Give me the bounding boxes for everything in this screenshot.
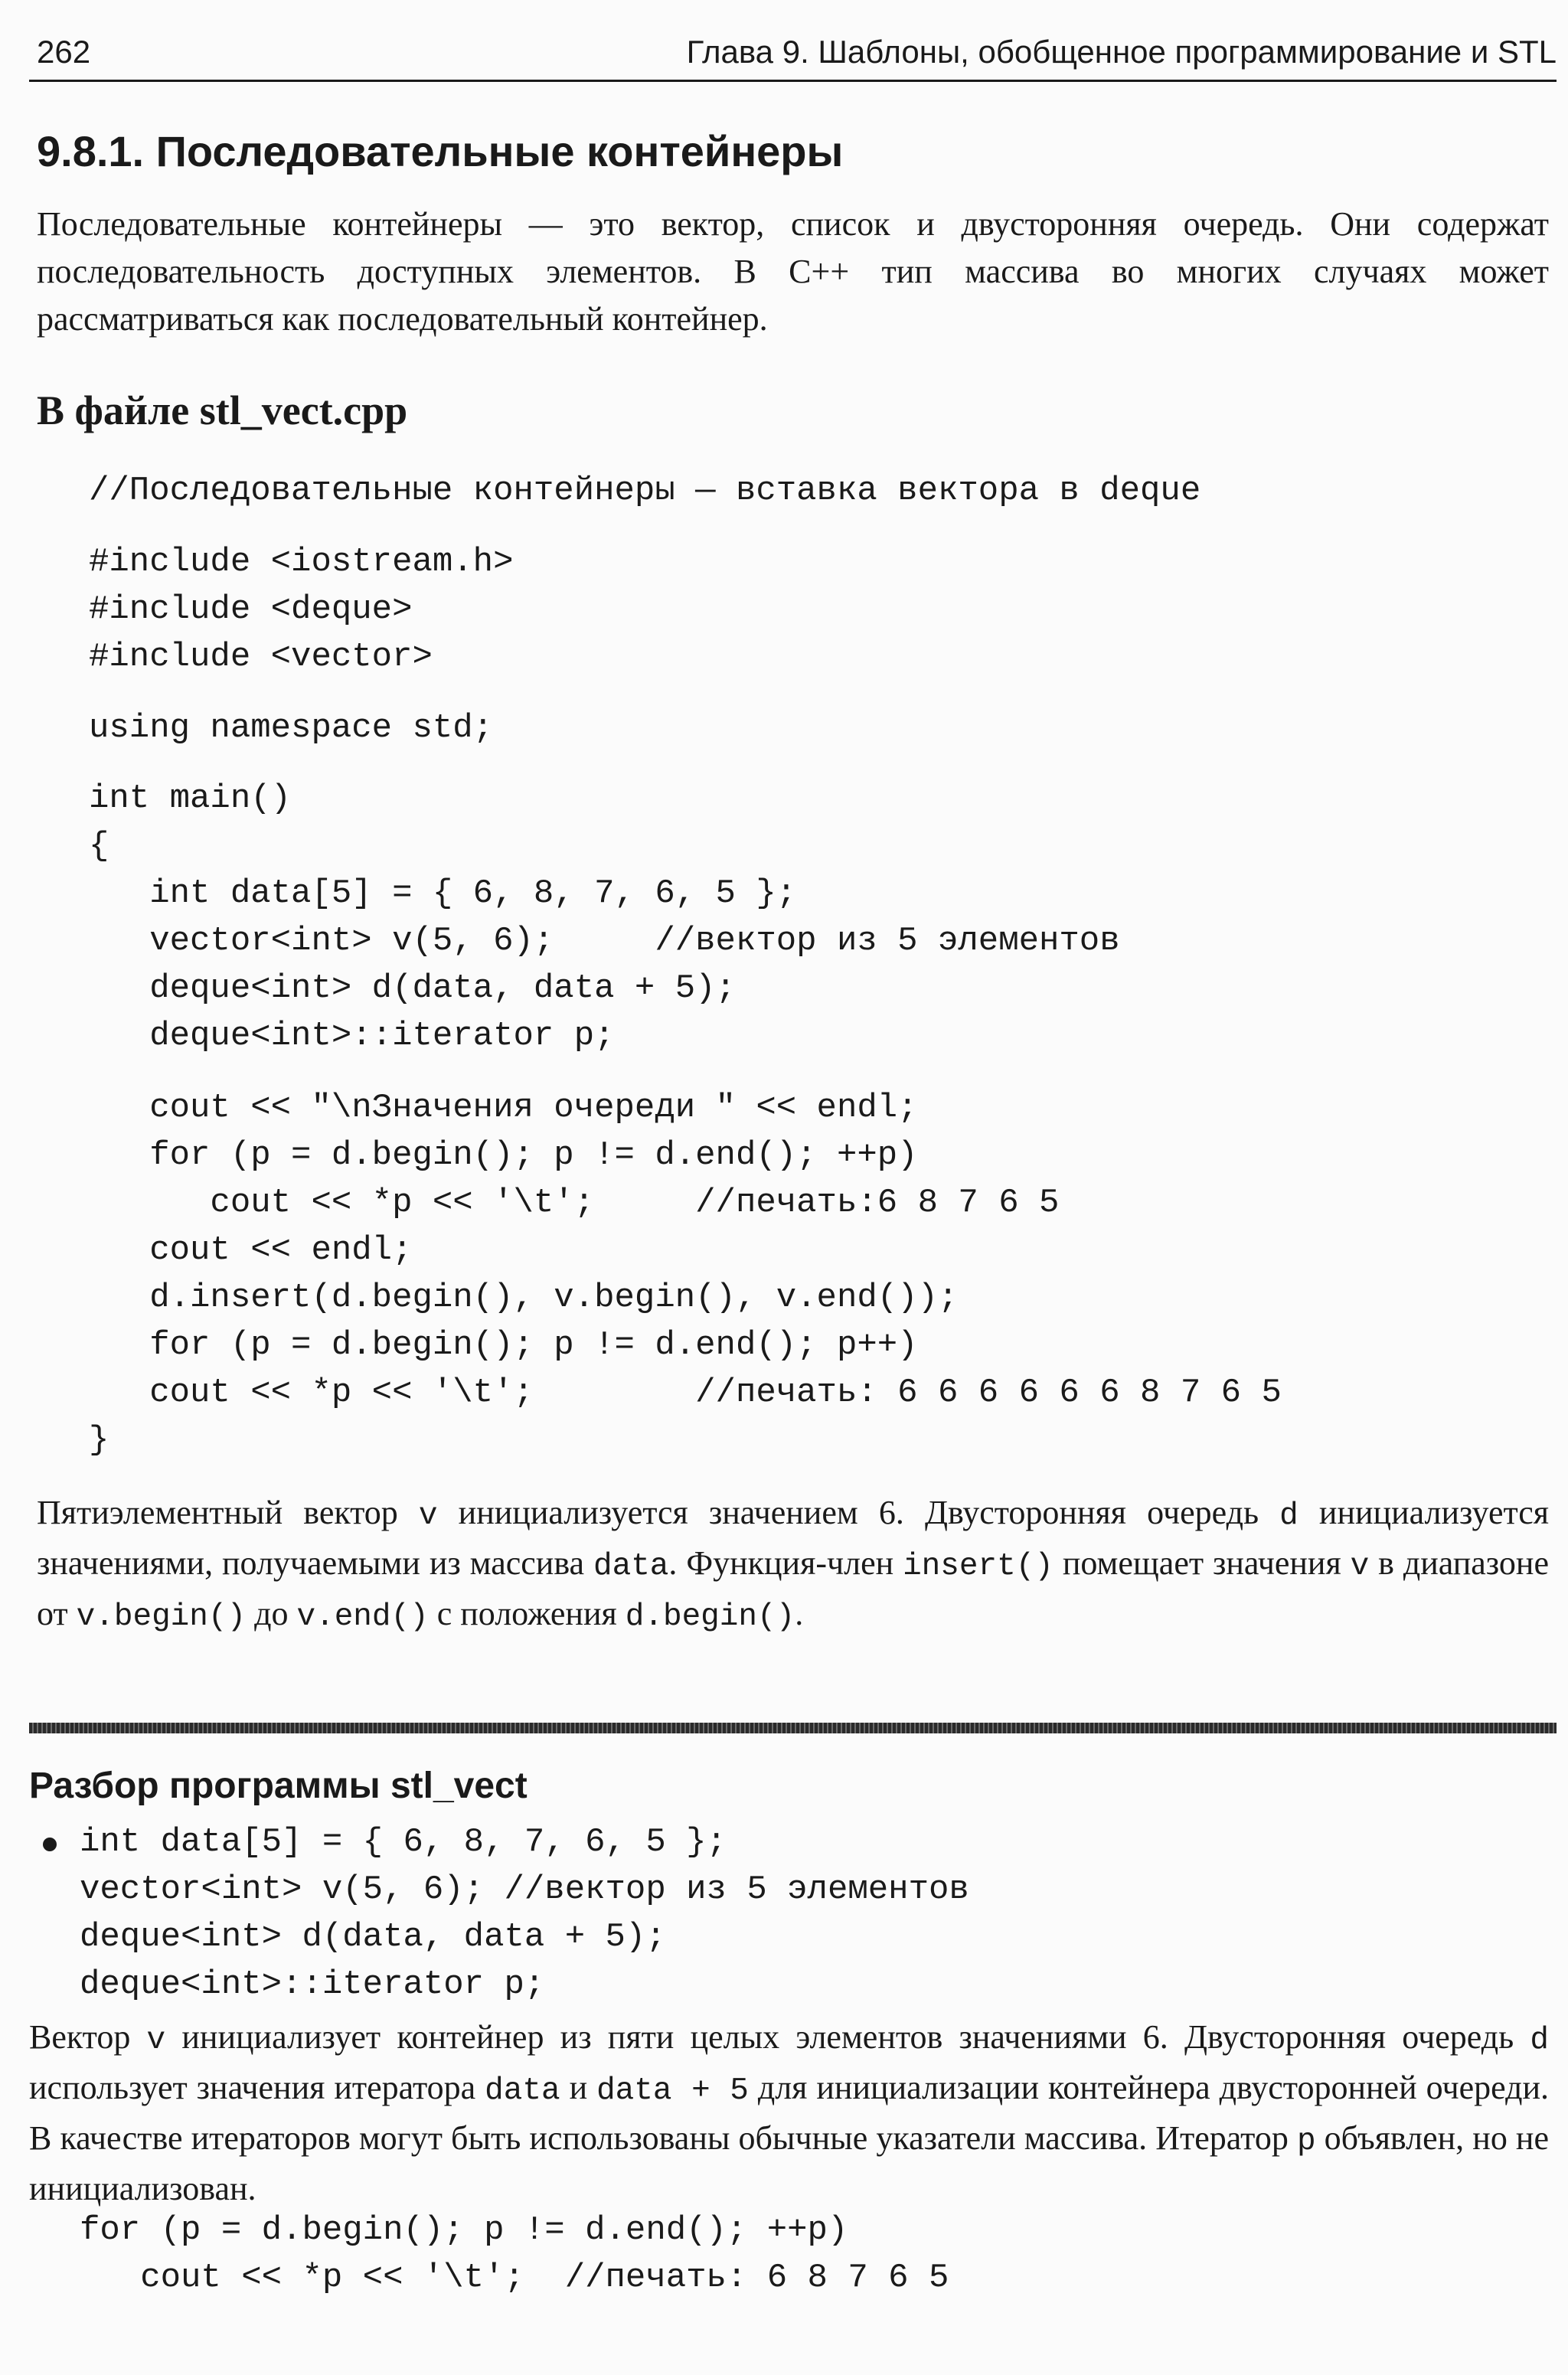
explain-text-7: до <box>246 1595 297 1632</box>
listing-declarations: int data[5] = { 6, 8, 7, 6, 5 }; vector<int> v(5, 6); //вектор из 5 элементов deque<int> d(data, data + 5); deque<int>::iterator p; <box>149 874 1120 1055</box>
explanation-paragraph <box>37 1489 1549 1641</box>
explain-code-d: d <box>1279 1498 1298 1534</box>
explain-text-5: помещает значения <box>1053 1544 1351 1582</box>
analysis-paragraph <box>29 2014 1549 2213</box>
explain-code-insert: insert() <box>903 1549 1054 1584</box>
listing-includes: #include <iostream.h> #include <deque> #include <vector> <box>89 543 514 676</box>
intro-paragraph: Последовательные контейнеры — это вектор, список и двусторонняя очередь. Они содержат последовательность доступных элементов. В C++ тип массива во многих случаях может рассматриваться как последовательный контейнер. <box>37 205 1549 338</box>
section-title: 9.8.1. Последовательные контейнеры <box>37 127 844 175</box>
analysis-code-v: v <box>146 2023 166 2058</box>
analysis-code-declarations: int data[5] = { 6, 8, 7, 6, 5 }; vector<int> v(5, 6); //вектор из 5 элементов deque<int> d(data, data + 5); deque<int>::iterator p; <box>80 1823 969 2004</box>
explain-code-data: data <box>593 1549 669 1584</box>
explain-text-3: инициализуется значениями, получаемыми из массива <box>37 1494 1550 1582</box>
explain-text-1: Пятиэлементный вектор <box>37 1494 419 1531</box>
analysis-code-d: d <box>1530 2023 1549 2058</box>
explain-code-v2: v <box>1350 1549 1370 1584</box>
explain-text-9: . <box>795 1595 804 1632</box>
analysis-code-loop: for (p = d.begin(); p != d.end(); ++p) cout << *p << '\t'; //печать: 6 8 7 6 5 <box>80 2211 949 2297</box>
explain-code-dbegin: d.begin() <box>625 1599 795 1635</box>
explain-code-vend: v.end() <box>296 1599 429 1635</box>
explain-text-2: инициализуется значением 6. Двусторонняя очередь <box>437 1494 1280 1531</box>
listing-main-signature: int main() { <box>89 779 292 865</box>
analysis-code-data: data <box>485 2073 560 2109</box>
page-number: 262 <box>37 34 91 70</box>
explain-text-4: . Функция-член <box>668 1544 903 1582</box>
analysis-text-1: Вектор <box>29 2018 147 2056</box>
explain-code-v: v <box>418 1498 438 1534</box>
analysis-code-p: p <box>1296 2124 1316 2159</box>
analysis-text-5: для инициализации контейнера двусторонней очереди. В качестве итераторов могут быть использованы обычные указатели массива. Итератор <box>29 2069 1549 2157</box>
analysis-code-data5: data + 5 <box>596 2073 749 2109</box>
explain-code-vbegin: v.begin() <box>76 1599 247 1635</box>
bullet-marker <box>43 1838 57 1851</box>
analysis-text-2: инициализует контейнер из пяти целых элементов значениями 6. Двусторонняя очередь <box>165 2018 1530 2056</box>
running-head: Глава 9. Шаблоны, обобщенное программирование и STL <box>686 34 1557 70</box>
file-heading: В файле stl_vect.cpp <box>37 387 408 433</box>
explain-text-6: в диапазоне от <box>37 1544 1549 1632</box>
analysis-text-3: использует значения итератора <box>29 2069 485 2106</box>
listing-using: using namespace std; <box>89 709 494 747</box>
analysis-text-6: объявлен, но не инициализован. <box>29 2119 1550 2207</box>
section-divider <box>29 1723 1557 1733</box>
analysis-title: Разбор программы stl_vect <box>29 1766 528 1806</box>
listing-comment: //Последовательные контейнеры — вставка вектора в deque <box>89 472 1201 510</box>
analysis-text-4: и <box>560 2069 597 2106</box>
listing-body: cout << "\nЗначения очереди " << endl; for (p = d.begin(); p != d.end(); ++p) cout << *p << '\t'; //печать:6 8 7 6 5 cout << endl; d.insert(d.begin(), v.begin(), v.end()); for (p = d.begin(); p != d.end(); p++) cout << *p << '\t'; //печать: 6 6 6 6 6 6 8 7 6 5 } <box>89 1089 1282 1459</box>
explain-text-8: с положения <box>428 1595 626 1632</box>
page-header <box>29 29 1557 82</box>
